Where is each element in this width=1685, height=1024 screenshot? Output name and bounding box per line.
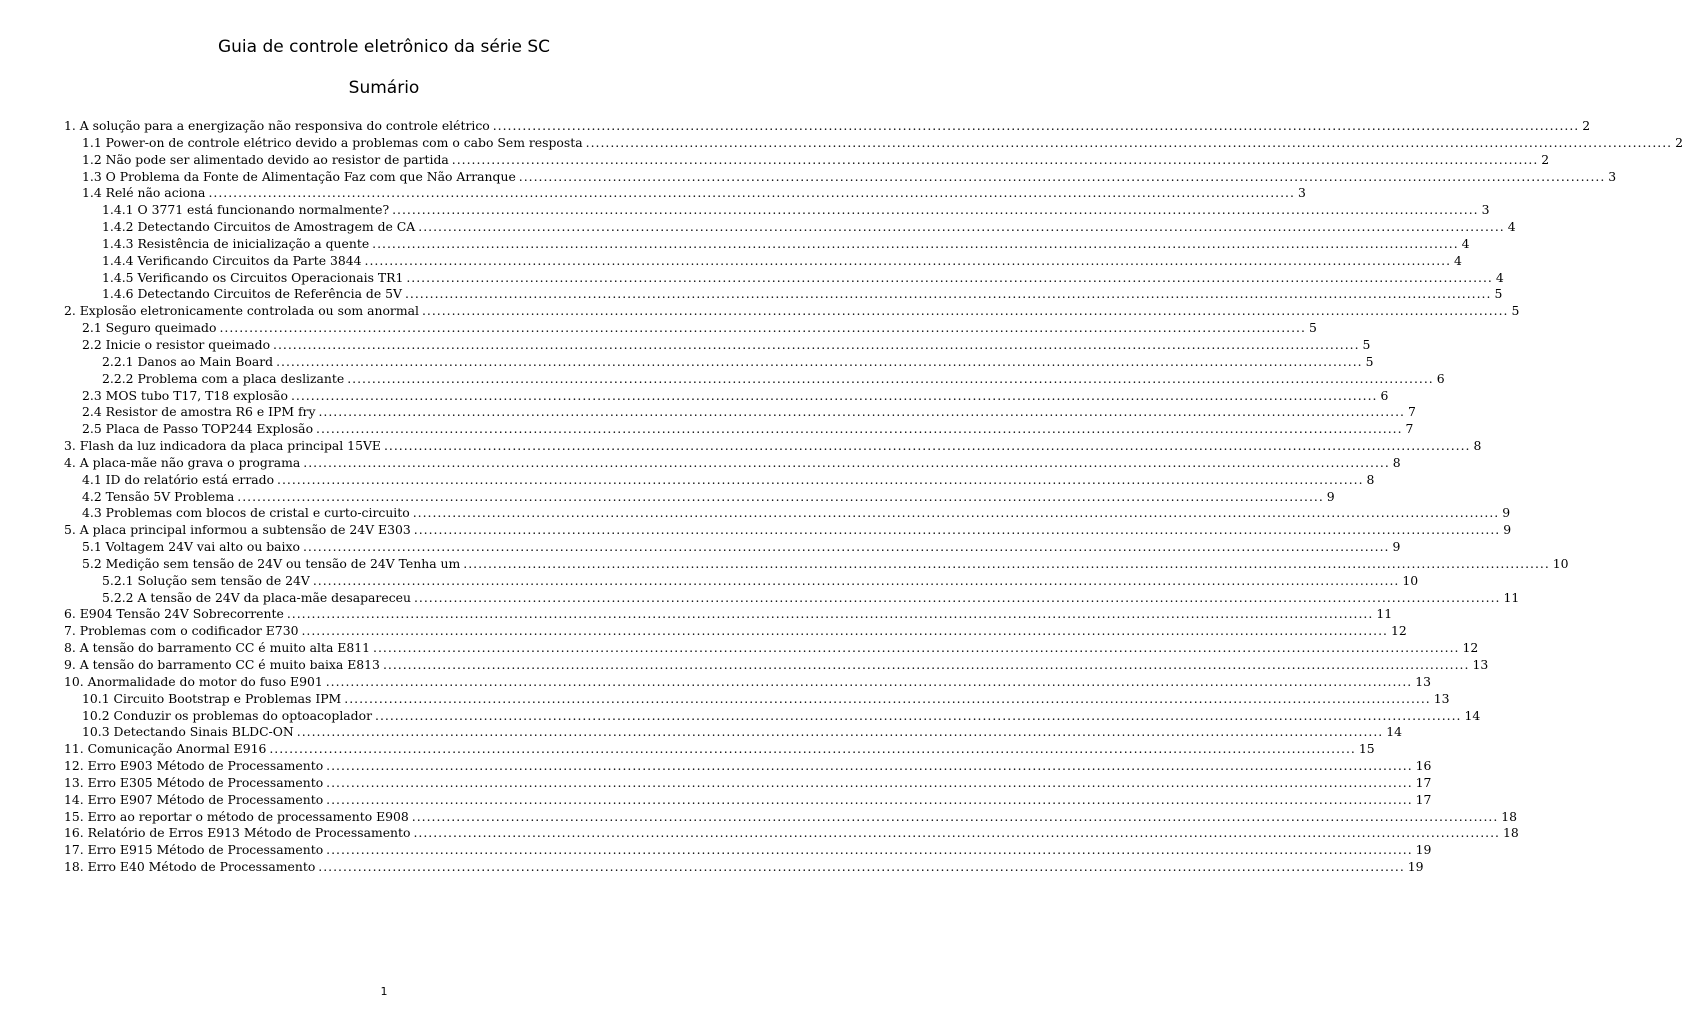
- toc-entry[interactable]: [64, 438, 1482, 455]
- toc-entry-label: 3. Flash da luz indicadora da placa principal 15VE: [64, 438, 381, 454]
- toc-entry[interactable]: [64, 353, 1374, 371]
- toc-entry-page: 4: [1454, 252, 1462, 268]
- dot-leader: ............................................................................................................................................................................................................................: [413, 522, 1501, 538]
- toc-entry-label: 5.2 Medição sem tensão de 24V ou tensão de 24V Tenha um: [82, 555, 461, 571]
- toc-entry[interactable]: [64, 572, 1419, 590]
- toc-entry-page: 3: [1297, 185, 1306, 201]
- toc-entry-page: 6: [1436, 370, 1445, 386]
- toc-entry-label: 10.1 Circuito Bootstrap e Problemas IPM: [82, 690, 342, 706]
- dot-leader: ............................................................................................................................................................................................................................: [301, 623, 1388, 639]
- dot-leader: ............................................................................................................................................................................................................................: [518, 168, 1606, 184]
- toc-entry[interactable]: [64, 336, 1371, 354]
- toc-entry-page: 13: [1472, 657, 1489, 672]
- toc-entry-label: 17. Erro E915 Método de Processamento: [64, 842, 324, 858]
- toc-entry-label: 4.3 Problemas com blocos de cristal e curto-circuito: [82, 505, 410, 521]
- toc-entry[interactable]: [64, 606, 1393, 623]
- toc-entry[interactable]: [64, 774, 1432, 792]
- toc-entry-page: 4: [1495, 269, 1504, 285]
- dot-leader: ............................................................................................................................................................................................................................: [318, 859, 1405, 875]
- toc-entry-label: 10.2 Conduzir os problemas do optoacoplador: [82, 707, 372, 723]
- toc-entry[interactable]: [64, 471, 1375, 489]
- toc-entry-label: 16. Relatório de Erros E913 Método de Processamento: [64, 825, 411, 841]
- toc-entry[interactable]: [64, 707, 1481, 725]
- toc-entry-page: 18: [1501, 808, 1518, 824]
- toc-entry-label: 5.2.2 A tensão de 24V da placa-mãe desapareceu: [102, 589, 411, 605]
- toc-entry-page: 5: [1308, 320, 1317, 336]
- toc-entry-label: 2.2.2 Problema com a placa deslizante: [102, 370, 345, 386]
- toc-entry[interactable]: [64, 758, 1432, 775]
- toc-entry[interactable]: [64, 522, 1512, 539]
- dot-leader: ............................................................................................................................................................................................................................: [406, 269, 1493, 285]
- toc-entry-page: 10: [1552, 555, 1569, 571]
- toc-entry-label: 1.4 Relé não aciona: [82, 185, 206, 201]
- toc-entry[interactable]: [64, 539, 1401, 556]
- toc-entry-label: 2.3 MOS tubo T17, T18 explosão: [82, 387, 288, 403]
- dot-leader: ............................................................................................................................................................................................................................: [404, 286, 1492, 302]
- dot-leader: ............................................................................................................................................................................................................................: [303, 454, 1390, 470]
- toc-entry-label: 13. Erro E305 Método de Processamento: [64, 774, 324, 790]
- toc-entry-page: 18: [1502, 825, 1519, 841]
- toc-entry[interactable]: [64, 673, 1432, 691]
- toc-entry[interactable]: [64, 387, 1389, 405]
- toc-entry-page: 14: [1464, 707, 1481, 723]
- toc-entry[interactable]: [64, 219, 1516, 236]
- toc-entry[interactable]: [64, 134, 1684, 152]
- toc-entry-label: 1.2 Não pode ser alimentado devido ao resistor de partida: [82, 151, 449, 167]
- toc-entry-label: 1. A solução para a energização não responsiva do controle elétrico: [64, 118, 490, 133]
- toc-entry-label: 14. Erro E907 Método de Processamento: [64, 791, 324, 807]
- toc-entry-page: 10: [1402, 572, 1419, 588]
- toc-entry[interactable]: [64, 370, 1445, 388]
- dot-leader: ............................................................................................................................................................................................................................: [208, 185, 1295, 201]
- toc-entry-page: 5: [1494, 286, 1503, 302]
- toc-entry[interactable]: [64, 202, 1490, 219]
- toc-entry[interactable]: [64, 252, 1462, 270]
- toc-entry-label: 1.4.1 O 3771 está funcionando normalmente?: [102, 202, 390, 218]
- toc-entry[interactable]: [64, 421, 1414, 438]
- dot-leader: ............................................................................................................................................................................................................................: [463, 555, 1550, 571]
- toc-entry-page: 2: [1582, 118, 1591, 133]
- dot-leader: ............................................................................................................................................................................................................................: [411, 808, 1499, 824]
- toc-entry-page: 9: [1503, 522, 1512, 538]
- toc-entry-label: 10. Anormalidade do motor do fuso E901: [64, 673, 323, 689]
- dot-leader: ............................................................................................................................................................................................................................: [237, 488, 1324, 504]
- toc-entry-label: 1.3 O Problema da Fonte de Alimentação Faz com que Não Arranque: [82, 168, 516, 184]
- dot-leader: ............................................................................................................................................................................................................................: [219, 320, 1306, 336]
- dot-leader: ............................................................................................................................................................................................................................: [585, 134, 1673, 150]
- toc-entry-page: 13: [1415, 673, 1432, 689]
- toc-entry-page: 11: [1503, 589, 1520, 605]
- toc-entry[interactable]: [64, 589, 1520, 607]
- toc-entry[interactable]: [64, 151, 1550, 169]
- toc-entry[interactable]: [64, 640, 1479, 657]
- toc-entry-page: 17: [1415, 791, 1432, 807]
- toc-entry-label: 5.1 Voltagem 24V vai alto ou baixo: [82, 539, 300, 555]
- toc-entry-page: 5: [1511, 303, 1520, 319]
- dot-leader: ............................................................................................................................................................................................................................: [412, 505, 1500, 521]
- toc-entry-label: 2.2 Inicie o resistor queimado: [82, 336, 271, 352]
- toc-entry-page: 4: [1507, 219, 1516, 235]
- toc-entry-label: 1.1 Power-on de controle elétrico devido a problemas com o cabo Sem resposta: [82, 134, 583, 150]
- toc-entry-page: 8: [1366, 471, 1375, 487]
- dot-leader: ............................................................................................................................................................................................................................: [413, 589, 1501, 605]
- toc-entry-page: 19: [1415, 842, 1432, 858]
- document-title: Guia de controle eletrônico da série SC: [217, 37, 551, 57]
- dot-leader: ............................................................................................................................................................................................................................: [286, 606, 1374, 622]
- toc-entry-label: 9. A tensão do barramento CC é muito baixa E813: [64, 657, 380, 672]
- toc-entry-page: 2: [1675, 134, 1684, 150]
- toc-entry-page: 9: [1502, 505, 1511, 521]
- toc-entry[interactable]: [64, 842, 1432, 859]
- toc-entry-label: 1.4.3 Resistência de inicialização a quente: [102, 235, 370, 251]
- dot-leader: ............................................................................................................................................................................................................................: [325, 673, 1413, 689]
- toc-entry-page: 12: [1462, 640, 1479, 656]
- toc-entry[interactable]: [64, 320, 1317, 337]
- toc-entry-label: 11. Comunicação Anormal E916: [64, 741, 267, 757]
- toc-entry[interactable]: [64, 303, 1520, 320]
- toc-entry-label: 5. A placa principal informou a subtensão de 24V E303: [64, 522, 411, 538]
- toc-entry[interactable]: [64, 488, 1335, 506]
- toc-entry[interactable]: [64, 454, 1401, 472]
- toc-entry-page: 6: [1380, 387, 1389, 403]
- toc-entry[interactable]: [64, 505, 1511, 522]
- toc-entry-label: 1.4.2 Detectando Circuitos de Amostragem de CA: [102, 219, 416, 235]
- toc-entry[interactable]: [64, 690, 1450, 708]
- toc-entry-label: 5.2.1 Solução sem tensão de 24V: [102, 572, 310, 588]
- toc-entry[interactable]: [64, 741, 1375, 758]
- dot-leader: ............................................................................................................................................................................................................................: [290, 387, 1378, 403]
- toc-entry-page: 15: [1358, 741, 1375, 757]
- toc-entry-label: 15. Erro ao reportar o método de processamento E908: [64, 808, 409, 824]
- toc-entry-label: 10.3 Detectando Sinais BLDC-ON: [82, 724, 294, 740]
- dot-leader: ............................................................................................................................................................................................................................: [302, 539, 1390, 555]
- toc-entry-label: 1.4.6 Detectando Circuitos de Referência de 5V: [102, 286, 402, 302]
- toc-entry-page: 14: [1386, 724, 1403, 740]
- toc-entry-label: 4. A placa-mãe não grava o programa: [64, 454, 301, 470]
- dot-leader: ............................................................................................................................................................................................................................: [276, 353, 1363, 369]
- toc-heading: Sumário: [348, 78, 420, 98]
- toc-entry-page: 2: [1541, 151, 1550, 167]
- dot-leader: ............................................................................................................................................................................................................................: [277, 471, 1364, 487]
- toc-entry-page: 7: [1407, 404, 1416, 420]
- toc-entry-page: 19: [1407, 859, 1424, 875]
- toc-entry-page: 8: [1392, 454, 1401, 470]
- toc-entry[interactable]: [64, 286, 1503, 303]
- toc-entry-page: 11: [1376, 606, 1393, 622]
- toc-entry-page: 3: [1608, 168, 1617, 184]
- toc-entry-label: 2. Explosão eletronicamente controlada ou som anormal: [64, 303, 419, 319]
- toc-entry-page: 8: [1473, 438, 1482, 454]
- toc-entry-label: 1.4.5 Verificando os Circuitos Operacionais TR1: [102, 269, 404, 285]
- toc-entry-label: 6. E904 Tensão 24V Sobrecorrente: [64, 606, 284, 622]
- toc-entry[interactable]: [64, 185, 1306, 202]
- dot-leader: ............................................................................................................................................................................................................................: [418, 219, 1505, 235]
- dot-leader: ............................................................................................................................................................................................................................: [326, 758, 1413, 774]
- toc-entry-label: 1.4.4 Verificando Circuitos da Parte 3844: [102, 252, 362, 268]
- toc-entry-page: 9: [1392, 539, 1401, 555]
- dot-leader: ............................................................................................................................................................................................................................: [421, 303, 1509, 319]
- dot-leader: ............................................................................................................................................................................................................................: [347, 370, 1434, 386]
- toc-entry[interactable]: [64, 791, 1432, 809]
- toc-entry[interactable]: [64, 235, 1470, 253]
- toc-entry[interactable]: [64, 623, 1407, 640]
- toc-entry[interactable]: [64, 657, 1489, 674]
- toc-entry-label: 18. Erro E40 Método de Processamento: [64, 859, 316, 875]
- dot-leader: ............................................................................................................................................................................................................................: [372, 235, 1459, 251]
- dot-leader: ............................................................................................................................................................................................................................: [312, 572, 1400, 588]
- toc-entry-label: 2.4 Resistor de amostra R6 e IPM fry: [82, 404, 316, 420]
- dot-leader: ............................................................................................................................................................................................................................: [364, 252, 1452, 268]
- toc-entry-page: 16: [1415, 758, 1432, 774]
- dot-leader: ............................................................................................................................................................................................................................: [382, 657, 1470, 672]
- dot-leader: ............................................................................................................................................................................................................................: [383, 438, 1471, 454]
- toc-entry-label: 8. A tensão do barramento CC é muito alta E811: [64, 640, 370, 656]
- dot-leader: ............................................................................................................................................................................................................................: [273, 336, 1360, 352]
- toc-entry[interactable]: [64, 825, 1519, 842]
- dot-leader: ............................................................................................................................................................................................................................: [375, 707, 1462, 723]
- toc-entry-page: 3: [1481, 202, 1490, 218]
- dot-leader: ............................................................................................................................................................................................................................: [316, 421, 1403, 437]
- dot-leader: ............................................................................................................................................................................................................................: [318, 404, 1405, 420]
- dot-leader: ............................................................................................................................................................................................................................: [326, 774, 1413, 790]
- dot-leader: ............................................................................................................................................................................................................................: [326, 842, 1413, 858]
- dot-leader: ............................................................................................................................................................................................................................: [373, 640, 1460, 656]
- toc-entry-label: 2.2.1 Danos ao Main Board: [102, 353, 274, 369]
- toc-entry-label: 2.5 Placa de Passo TOP244 Explosão: [82, 421, 314, 437]
- toc-entry-page: 13: [1433, 690, 1450, 706]
- toc-entry[interactable]: [64, 269, 1504, 287]
- dot-leader: ............................................................................................................................................................................................................................: [413, 825, 1500, 841]
- dot-leader: ............................................................................................................................................................................................................................: [344, 690, 1431, 706]
- dot-leader: ............................................................................................................................................................................................................................: [451, 151, 1539, 167]
- toc-entry-page: 5: [1362, 336, 1371, 352]
- toc-entry[interactable]: [64, 404, 1416, 421]
- toc-entry-label: 4.1 ID do relatório está errado: [82, 471, 275, 487]
- dot-leader: ............................................................................................................................................................................................................................: [392, 202, 1479, 218]
- toc-entry-page: 7: [1405, 421, 1414, 437]
- toc-entry[interactable]: [64, 555, 1569, 573]
- dot-leader: ............................................................................................................................................................................................................................: [326, 791, 1413, 807]
- dot-leader: ............................................................................................................................................................................................................................: [269, 741, 1356, 757]
- dot-leader: ............................................................................................................................................................................................................................: [492, 118, 1580, 133]
- page-number: 1: [380, 985, 388, 998]
- table-of-contents: [64, 118, 1684, 876]
- toc-entry[interactable]: [64, 724, 1403, 741]
- toc-entry-page: 12: [1390, 623, 1407, 639]
- toc-entry-page: 4: [1461, 235, 1470, 251]
- toc-entry-page: 9: [1326, 488, 1335, 504]
- toc-entry-page: 5: [1365, 353, 1374, 369]
- toc-entry-label: 12. Erro E903 Método de Processamento: [64, 758, 324, 774]
- toc-entry-label: 7. Problemas com o codificador E730: [64, 623, 299, 639]
- toc-entry-label: 4.2 Tensão 5V Problema: [82, 488, 235, 504]
- toc-entry[interactable]: [64, 168, 1617, 186]
- toc-entry-label: 2.1 Seguro queimado: [82, 320, 217, 336]
- toc-entry-page: 17: [1415, 774, 1432, 790]
- toc-entry[interactable]: [64, 859, 1424, 876]
- dot-leader: ............................................................................................................................................................................................................................: [296, 724, 1384, 740]
- toc-entry[interactable]: [64, 118, 1591, 135]
- toc-entry[interactable]: [64, 808, 1518, 826]
